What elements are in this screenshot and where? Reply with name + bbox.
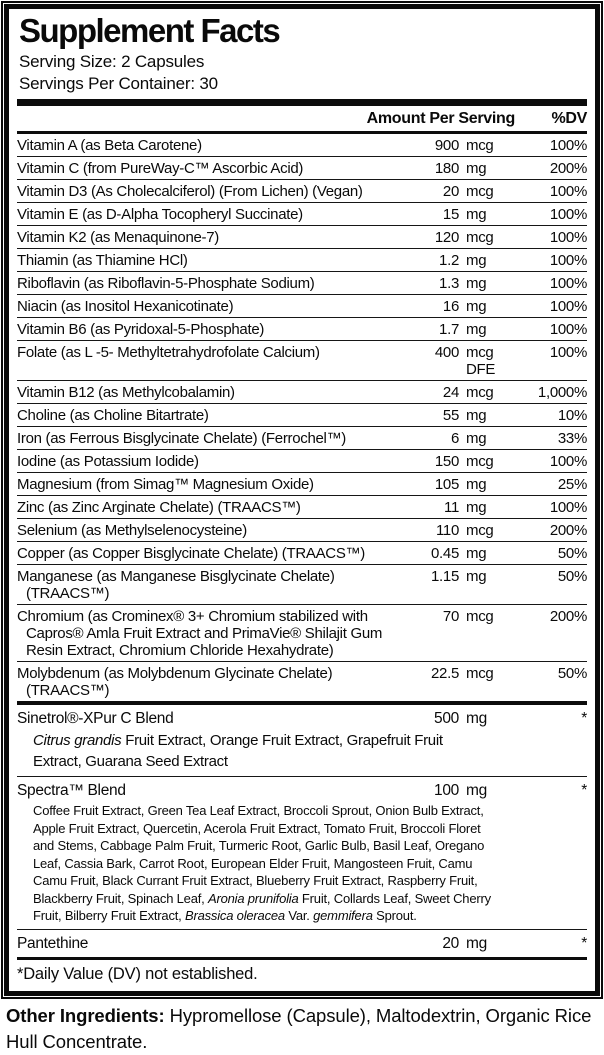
nutrient-name: Vitamin B6 (as Pyridoxal-5-Phosphate) <box>17 321 265 338</box>
nutrient-amount: 400 <box>434 344 459 361</box>
nutrient-name: Copper (as Copper Bisglycinate Chelate) (TRAACS™) <box>17 545 365 562</box>
nutrient-row <box>17 519 587 542</box>
nutrient-unit: mg <box>466 252 487 269</box>
nutrient-row <box>17 427 587 450</box>
nutrient-row <box>17 662 587 701</box>
nutrient-dv: 100% <box>549 275 587 292</box>
nutrient-name: Chromium (as Crominex® 3+ Chromium stabilized with Capros® Amla Fruit Extract and PrimaVie® Shilajit Gum Resin Extract, Chromium Chloride Hexahydrate) <box>17 608 383 659</box>
nutrient-name: Iron (as Ferrous Bisglycinate Chelate) (Ferrochel™) <box>17 430 346 447</box>
nutrient-amount: 110 <box>435 522 459 539</box>
nutrient-unit: mcg <box>466 137 494 154</box>
nutrient-dv: 200% <box>549 608 587 625</box>
nutrient-unit: mcg DFE <box>466 344 496 378</box>
nutrient-dv: 50% <box>557 568 587 585</box>
nutrient-row <box>17 157 587 180</box>
nutrient-row <box>17 404 587 427</box>
nutrient-unit: mg <box>466 545 487 562</box>
nutrient-dv: 50% <box>557 665 587 682</box>
column-header-dv: %DV <box>551 110 587 127</box>
nutrient-dv: 10% <box>557 407 587 424</box>
nutrient-name: Vitamin K2 (as Menaquinone-7) <box>17 229 219 246</box>
nutrient-unit: mg <box>466 298 487 315</box>
nutrient-amount: 150 <box>434 453 459 470</box>
nutrient-unit: mcg <box>466 665 494 682</box>
nutrient-unit: mcg <box>466 229 494 246</box>
nutrient-amount: 180 <box>434 160 459 177</box>
nutrient-dv: 200% <box>549 160 587 177</box>
blend-section <box>17 776 587 929</box>
nutrient-amount: 1.15 <box>431 568 459 585</box>
nutrient-unit: mg <box>466 206 487 223</box>
daily-value-footnote: *Daily Value (DV) not established. <box>17 964 258 983</box>
other-ingredients-label: Other Ingredients: <box>6 1004 165 1026</box>
nutrient-table <box>17 134 587 701</box>
nutrient-name: Vitamin D3 (As Cholecalciferol) (From Lichen) (Vegan) <box>17 183 363 200</box>
nutrient-row <box>17 473 587 496</box>
nutrient-amount: 1.3 <box>439 275 459 292</box>
supplement-facts-panel <box>4 4 600 996</box>
blend-dv: * <box>581 934 587 952</box>
nutrient-amount: 120 <box>434 229 459 246</box>
nutrient-row <box>17 542 587 565</box>
nutrient-name: Folate (as L -5- Methyltetrahydrofolate Calcium) <box>17 344 320 361</box>
nutrient-amount: 15 <box>442 206 459 223</box>
nutrient-row <box>17 450 587 473</box>
nutrient-row <box>17 496 587 519</box>
column-header-amount: Amount Per Serving <box>366 110 515 127</box>
nutrient-unit: mg <box>466 568 487 585</box>
nutrient-name: Riboflavin (as Riboflavin-5-Phosphate Sodium) <box>17 275 315 292</box>
nutrient-row <box>17 134 587 157</box>
blend-unit: mg <box>466 934 487 952</box>
nutrient-unit: mg <box>466 160 487 177</box>
nutrient-dv: 50% <box>557 545 587 562</box>
nutrient-name: Zinc (as Zinc Arginate Chelate) (TRAACS™) <box>17 499 301 516</box>
nutrient-amount: 20 <box>442 183 459 200</box>
nutrient-name: Molybdenum (as Molybdenum Glycinate Chelate) (TRAACS™) <box>17 665 333 699</box>
nutrient-name: Magnesium (from Simag™ Magnesium Oxide) <box>17 476 314 493</box>
blend-amount: 500 <box>434 710 459 727</box>
nutrient-dv: 33% <box>557 430 587 447</box>
nutrient-dv: 100% <box>549 453 587 470</box>
nutrient-amount: 1.2 <box>439 252 459 269</box>
nutrient-amount: 6 <box>450 430 459 447</box>
servings-per-container: Servings Per Container: 30 <box>19 74 218 93</box>
nutrient-row <box>17 272 587 295</box>
nutrient-amount: 105 <box>434 476 459 493</box>
nutrient-row <box>17 226 587 249</box>
nutrient-name: Thiamin (as Thiamine HCl) <box>17 252 188 269</box>
blend-amount: 20 <box>442 934 459 952</box>
nutrient-dv: 100% <box>549 298 587 315</box>
nutrient-amount: 16 <box>442 298 459 315</box>
nutrient-amount: 22.5 <box>431 665 459 682</box>
nutrient-name: Vitamin E (as D-Alpha Tocopheryl Succinate) <box>17 206 303 223</box>
nutrient-amount: 900 <box>434 137 459 154</box>
blend-name: Spectra™ Blend <box>17 782 126 799</box>
blend-amount: 100 <box>434 782 459 799</box>
blend-dv: * <box>581 710 587 727</box>
nutrient-unit: mg <box>466 430 487 447</box>
nutrient-unit: mcg <box>466 384 494 401</box>
nutrient-unit: mg <box>466 476 487 493</box>
nutrient-row <box>17 180 587 203</box>
nutrient-unit: mcg <box>466 522 494 539</box>
nutrient-amount: 55 <box>442 407 459 424</box>
nutrient-row <box>17 381 587 404</box>
nutrient-dv: 100% <box>549 137 587 154</box>
nutrient-amount: 11 <box>444 499 459 516</box>
serving-size: Serving Size: 2 Capsules <box>19 52 205 71</box>
nutrient-unit: mcg <box>466 608 494 625</box>
nutrient-name: Vitamin B12 (as Methylcobalamin) <box>17 384 235 401</box>
nutrient-unit: mg <box>466 407 487 424</box>
blend-row <box>17 705 587 729</box>
column-header-row <box>17 106 587 131</box>
nutrient-name: Niacin (as Inositol Hexanicotinate) <box>17 298 234 315</box>
nutrient-dv: 100% <box>549 183 587 200</box>
nutrient-row <box>17 605 587 662</box>
nutrient-dv: 200% <box>549 522 587 539</box>
nutrient-dv: 100% <box>549 206 587 223</box>
blend-dv: * <box>581 782 587 799</box>
nutrient-unit: mg <box>466 321 487 338</box>
blend-unit: mg <box>466 782 487 799</box>
nutrient-row <box>17 318 587 341</box>
nutrient-dv: 100% <box>549 344 587 361</box>
other-ingredients <box>6 1003 600 1055</box>
blend-row <box>17 777 587 801</box>
nutrient-row <box>17 341 587 381</box>
nutrient-dv: 100% <box>549 321 587 338</box>
nutrient-amount: 70 <box>442 608 459 625</box>
nutrient-dv: 100% <box>549 229 587 246</box>
blend-unit: mg <box>466 710 487 727</box>
nutrient-name: Selenium (as Methylselenocysteine) <box>17 522 247 539</box>
nutrient-unit: mcg <box>466 183 494 200</box>
panel-title: Supplement Facts <box>19 12 280 49</box>
blend-row <box>17 930 587 954</box>
divider-thick <box>17 99 587 106</box>
blend-table <box>17 705 587 957</box>
nutrient-row <box>17 295 587 318</box>
nutrient-dv: 1,000% <box>537 384 587 401</box>
nutrient-amount: 1.7 <box>439 321 459 338</box>
nutrient-unit: mg <box>466 499 487 516</box>
other-ingredients-text: Hypromellose (Capsule), Maltodextrin, Organic Rice Hull Concentrate. <box>6 1004 592 1052</box>
nutrient-dv: 25% <box>557 476 587 493</box>
nutrient-amount: 24 <box>442 384 459 401</box>
nutrient-row <box>17 565 587 605</box>
nutrient-name: Iodine (as Potassium Iodide) <box>17 453 199 470</box>
blend-sub-ingredients: Citrus grandis Fruit Extract, Orange Fruit Extract, Grapefruit Fruit Extract, Guarana Seed Extract <box>33 732 443 770</box>
nutrient-unit: mcg <box>466 453 494 470</box>
nutrient-name: Manganese (as Manganese Bisglycinate Chelate) (TRAACS™) <box>17 568 335 602</box>
nutrient-row <box>17 249 587 272</box>
blend-sub-ingredients: Coffee Fruit Extract, Green Tea Leaf Extract, Broccoli Sprout, Onion Bulb Extract, Apple Fruit Extract, Quercetin, Acerola Fruit Extract, Tomato Fruit, Broccoli Floret and Stems, Cabbage Palm Fruit, Turmeric Root, Garlic Bulb, Basil Leaf, Oregano Leaf, Cassia Bark, Carrot Root, European Elder Fruit, Mangosteen Fruit, Camu Camu Fruit, Black Currant Fruit Extract, Blueberry Fruit Extract, Raspberry Fruit, Blackberry Fruit, Spinach Leaf, Aronia prunifolia Fruit, Collards Leaf, Sweet Cherry Fruit, Bilberry Fruit Extract, Brassica oleracea Var. gemmifera Sprout. <box>33 803 491 923</box>
nutrient-name: Choline (as Choline Bitartrate) <box>17 407 209 424</box>
nutrient-name: Vitamin C (from PureWay-C™ Ascorbic Acid) <box>17 160 304 177</box>
blend-section <box>17 929 587 957</box>
nutrient-dv: 100% <box>549 499 587 516</box>
nutrient-name: Vitamin A (as Beta Carotene) <box>17 137 202 154</box>
nutrient-row <box>17 203 587 226</box>
blend-section <box>17 705 587 776</box>
nutrient-unit: mg <box>466 275 487 292</box>
blend-name: Pantethine <box>17 934 89 952</box>
nutrient-dv: 100% <box>549 252 587 269</box>
blend-name: Sinetrol®-XPur C Blend <box>17 710 174 727</box>
nutrient-amount: 0.45 <box>431 545 459 562</box>
